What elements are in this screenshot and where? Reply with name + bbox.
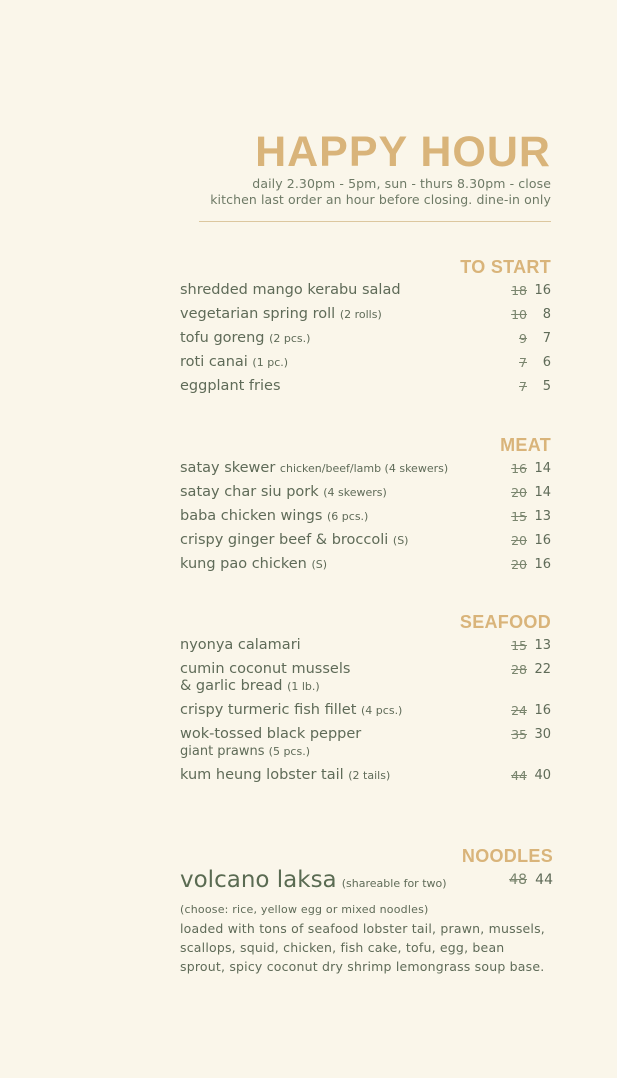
- section-title: MEAT: [500, 435, 551, 455]
- item-name-line2: & garlic bread: [180, 678, 283, 694]
- old-price: 7: [519, 379, 527, 394]
- old-price: 28: [511, 662, 527, 677]
- section-to-start: [180, 257, 551, 395]
- menu-item: [180, 484, 551, 501]
- old-price: 20: [511, 557, 527, 572]
- page-title: HAPPY HOUR: [255, 128, 551, 176]
- old-price: 16: [511, 461, 527, 476]
- new-price: 16: [534, 703, 551, 718]
- description-text: loaded with tons of seafood lobster tail, prawn, mussels, scallops, squid, chicken, fish cake, tofu, egg, bean sprout, spicy coconut dry shrimp lemongrass soup base.: [180, 921, 545, 974]
- old-price: 48: [509, 872, 527, 888]
- item-note: (4 skewers): [323, 486, 387, 499]
- new-price: 16: [534, 283, 551, 298]
- item-name: roti canai: [180, 354, 248, 370]
- menu-item: [180, 637, 551, 654]
- menu-item: [180, 508, 551, 525]
- item-name-line2: giant prawns: [180, 744, 265, 759]
- old-price: 18: [511, 283, 527, 298]
- menu-item: [180, 556, 551, 573]
- new-price: 16: [534, 557, 551, 572]
- new-price: 30: [534, 727, 551, 742]
- old-price: 15: [511, 509, 527, 524]
- item-name: kum heung lobster tail: [180, 767, 344, 783]
- old-price: 20: [511, 533, 527, 548]
- old-price: 35: [511, 727, 527, 742]
- header-divider: [199, 221, 551, 222]
- item-name: eggplant fries: [180, 378, 281, 394]
- new-price: 16: [534, 533, 551, 548]
- section-seafood: [180, 612, 551, 784]
- item-name: tofu goreng: [180, 330, 265, 346]
- old-price: 7: [519, 355, 527, 370]
- menu-item: [180, 354, 551, 371]
- item-name: satay char siu pork: [180, 484, 319, 500]
- item-note: chicken/beef/lamb (4 skewers): [279, 462, 449, 475]
- item-name: crispy turmeric fish fillet: [180, 702, 357, 718]
- old-price: 10: [511, 307, 527, 322]
- kitchen-note: kitchen last order an hour before closing. dine-in only: [210, 192, 551, 207]
- item-note: (4 pcs.): [361, 704, 403, 717]
- item-note: (2 tails): [348, 769, 391, 782]
- item-note: (1 lb.): [287, 680, 320, 693]
- item-note: (1 pc.): [252, 356, 289, 369]
- new-price: 14: [534, 461, 551, 476]
- new-price: 7: [542, 331, 551, 346]
- item-note: (shareable for two): [341, 877, 447, 890]
- menu-item: [180, 282, 551, 299]
- new-price: 5: [542, 379, 551, 394]
- noodle-choice: (choose: rice, yellow egg or mixed noodles): [180, 903, 429, 916]
- section-title: TO START: [460, 257, 551, 277]
- new-price: 13: [534, 509, 551, 524]
- new-price: 6: [542, 355, 551, 370]
- section-noodles: [180, 846, 553, 976]
- hours-line: daily 2.30pm - 5pm, sun - thurs 8.30pm - close: [252, 176, 551, 191]
- new-price: 44: [535, 872, 553, 888]
- item-name: wok-tossed black pepper: [180, 726, 362, 742]
- item-name: shredded mango kerabu salad: [180, 282, 401, 298]
- menu-item: [180, 460, 551, 477]
- new-price: 13: [534, 638, 551, 653]
- menu-header: [210, 128, 551, 208]
- section-title: NOODLES: [461, 846, 553, 866]
- old-price: 9: [519, 331, 527, 346]
- old-price: 20: [511, 485, 527, 500]
- menu-item: [180, 306, 551, 323]
- item-name: volcano laksa: [180, 867, 337, 893]
- item-name: satay skewer: [180, 460, 276, 476]
- item-note: (5 pcs.): [268, 745, 310, 758]
- menu-item: [180, 378, 551, 395]
- section-meat: [180, 435, 551, 573]
- item-note: (S): [392, 534, 409, 547]
- menu-item: [180, 532, 551, 549]
- old-price: 15: [511, 638, 527, 653]
- new-price: 22: [534, 662, 551, 677]
- item-name: cumin coconut mussels: [180, 661, 351, 677]
- new-price: 8: [542, 307, 551, 322]
- new-price: 40: [534, 768, 551, 783]
- item-note: (2 pcs.): [269, 332, 311, 345]
- item-note: (S): [311, 558, 328, 571]
- old-price: 24: [511, 703, 527, 718]
- new-price: 14: [534, 485, 551, 500]
- menu-item: [180, 330, 551, 347]
- item-name: kung pao chicken: [180, 556, 307, 572]
- item-name: vegetarian spring roll: [180, 306, 336, 322]
- section-title: SEAFOOD: [459, 612, 551, 632]
- menu-item: [180, 661, 551, 695]
- item-note: (2 rolls): [339, 308, 382, 321]
- item-name: nyonya calamari: [180, 637, 301, 653]
- menu-item: [180, 767, 551, 784]
- item-note: (6 pcs.): [327, 510, 369, 523]
- menu-item: [180, 726, 551, 760]
- item-name: baba chicken wings: [180, 508, 323, 524]
- menu-item: [180, 866, 553, 894]
- old-price: 44: [511, 768, 527, 783]
- item-description: [180, 900, 553, 976]
- menu-item: [180, 702, 551, 719]
- item-name: crispy ginger beef & broccoli: [180, 532, 389, 548]
